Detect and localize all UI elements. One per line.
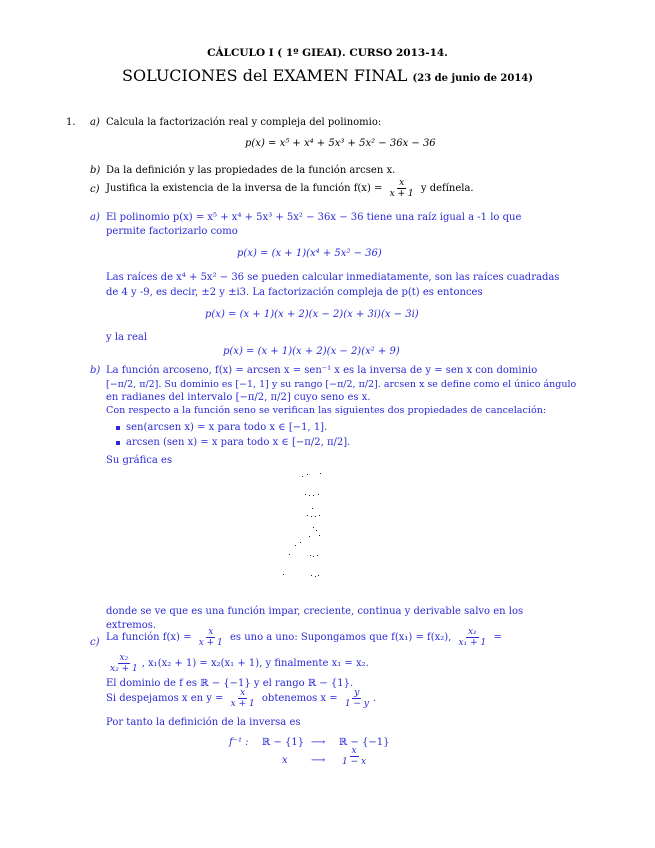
solution-b-label: b) [90, 365, 101, 376]
c-line4b: obtenemos x = [261, 693, 338, 704]
solution-a-label: a) [90, 212, 100, 223]
solution-a-line1: El polinomio p(x) = x⁵ + x⁴ + 5x³ + 5x² − 36x − 36 tiene una raíz igual a -1 lo que [106, 212, 522, 223]
inverse-x: x [282, 755, 288, 766]
solution-b-line2: [−π/2, π/2]. Su dominio es [−1, 1] y su rango [−π/2, π/2]. arcsen x se define como el único ángulo [106, 379, 577, 390]
statement-b-text: Da la definición y las propiedades de la función arcsen x. [106, 165, 396, 176]
inverse-arrow-2: ⟶ [311, 755, 326, 766]
fraction-numerator: x [208, 627, 214, 637]
solution-c-label: c) [90, 637, 100, 648]
inverse-f: f⁻¹ : [229, 737, 249, 748]
statement-c-label: c) [90, 184, 100, 195]
c-fraction-x2 [108, 653, 140, 674]
inverse-fraction [340, 746, 368, 767]
solution-a-line4: de 4 y -9, es decir, ±2 y ±i3. La factorización compleja de p(t) es entonces [106, 287, 483, 298]
c-line2-text: , x₁(x₂ + 1) = x₂(x₁ + 1), y finalmente x₁ = x₂. [141, 658, 369, 669]
statement-b-label: b) [90, 165, 101, 176]
inverse-image [338, 746, 370, 767]
solution-c-line1: La función f(x) = $\frac{x}{x + 1}$ es uno a uno: Supongamos que f(x₁) = f(x₂), $\frac{\text{x₁}}{\text{x₁ + 1}}$ = [106, 627, 502, 648]
course-header: CÁLCULO I ( 1º GIEAI). CURSO 2013-14. [207, 47, 448, 59]
fraction-numerator: x₁ [468, 627, 477, 637]
statement-c-text1: Justifica la existencia de la inversa de la función f(x) = [106, 183, 383, 194]
bullet-icon [116, 426, 120, 430]
solution-c-line4: Si despejamos x en y = $\frac{x}{x + 1}$ obtenemos x = $\frac{y}{1 - y}$ . [106, 688, 377, 709]
solution-c-line2 [106, 653, 369, 674]
fraction-numerator: x₂ [119, 653, 129, 663]
problem-number: 1. [66, 117, 76, 128]
page-title [0, 66, 655, 85]
arcsin-graph [275, 470, 335, 585]
statement-a-label: a) [90, 117, 100, 128]
fraction-denominator: 1 − x [342, 757, 367, 767]
fraction-denominator: x₁ + 1 [458, 638, 487, 648]
bullet-icon [116, 441, 120, 445]
c-fraction-y [229, 688, 257, 709]
solution-a-line3: Las raíces de x⁴ + 5x² − 36 se pueden calcular inmediatamente, son las raíces cuadradas [106, 272, 560, 283]
inverse-arrow: ⟶ [311, 737, 326, 748]
solution-a-eq2: p(x) = (x + 1)(x + 2)(x − 2)(x + 3i)(x − 3i) [205, 309, 419, 320]
solution-c-line5: Por tanto la definición de la inversa es [106, 717, 301, 728]
title-text: SOLUCIONES del EXAMEN FINAL [121, 66, 408, 85]
solution-c-line3: El dominio de f es ℝ − {−1} y el rango ℝ − {1}. [106, 678, 354, 689]
solution-a-eq1: p(x) = (x + 1)(x⁴ + 5x² − 36) [237, 248, 382, 259]
solution-a-line2: permite factorizarlo como [106, 226, 238, 237]
statement-c-fraction [388, 178, 416, 199]
c-fraction-x [343, 688, 371, 709]
statement-c-text [106, 178, 474, 199]
solution-b-after2: extremos. [106, 620, 157, 631]
inverse-domain: ℝ − {1} [262, 737, 305, 748]
fraction-denominator: x₂ + 1 [110, 664, 138, 674]
fraction-denominator: x + 1 [389, 189, 414, 199]
fraction-numerator: x [240, 688, 246, 698]
c-fraction-f [197, 627, 225, 648]
solution-b-line4: Con respecto a la función seno se verifican las siguientes dos propiedades de cancelación: [106, 405, 547, 416]
solution-b-after1: donde se ve que es una función impar, creciente, continua y derivable salvo en los [106, 606, 524, 617]
statement-c-text2: y defínela. [420, 183, 474, 194]
statement-a-text: Calcula la factorización real y compleja del polinomio: [106, 117, 382, 128]
exam-date: (23 de junio de 2014) [412, 73, 533, 84]
fraction-numerator: x [351, 746, 357, 756]
solution-a-eq3: p(x) = (x + 1)(x + 2)(x − 2)(x² + 9) [223, 346, 400, 357]
solution-b-graph-intro: Su gráfica es [106, 455, 173, 466]
fraction-denominator: x + 1 [198, 638, 223, 648]
c-line1b: es uno a uno: Supongamos que f(x₁) = f(x₂), [229, 632, 452, 643]
solution-b-prop2 [116, 437, 350, 448]
solution-b-prop1 [116, 422, 327, 433]
prop2-text: arcsen (sen x) = x para todo x ∈ [−π/2, π/2]. [126, 437, 351, 448]
solution-b-line1: La función arcoseno, f(x) = arcsen x = sen⁻¹ x es la inversa de y = sen x con dominio [106, 365, 538, 376]
c-line4a: Si despejamos x en y = [106, 693, 224, 704]
fraction-numerator: y [354, 688, 360, 698]
fraction-numerator: x [399, 178, 405, 188]
fraction-denominator: x + 1 [230, 699, 255, 709]
fraction-denominator: 1 − y [344, 699, 369, 709]
c-fraction-x1 [457, 627, 489, 648]
prop1-text: sen(arcsen x) = x para todo x ∈ [−1, 1]. [126, 422, 328, 433]
solution-a-real: y la real [106, 332, 148, 343]
statement-a-formula: p(x) = x⁵ + x⁴ + 5x³ + 5x² − 36x − 36 [245, 138, 436, 149]
c-line1a: La función f(x) = [106, 632, 192, 643]
solution-b-line3: en radianes del intervalo [−π/2, π/2] cuyo seno es x. [106, 392, 371, 403]
inverse-codomain: ℝ − {−1} [339, 737, 390, 748]
